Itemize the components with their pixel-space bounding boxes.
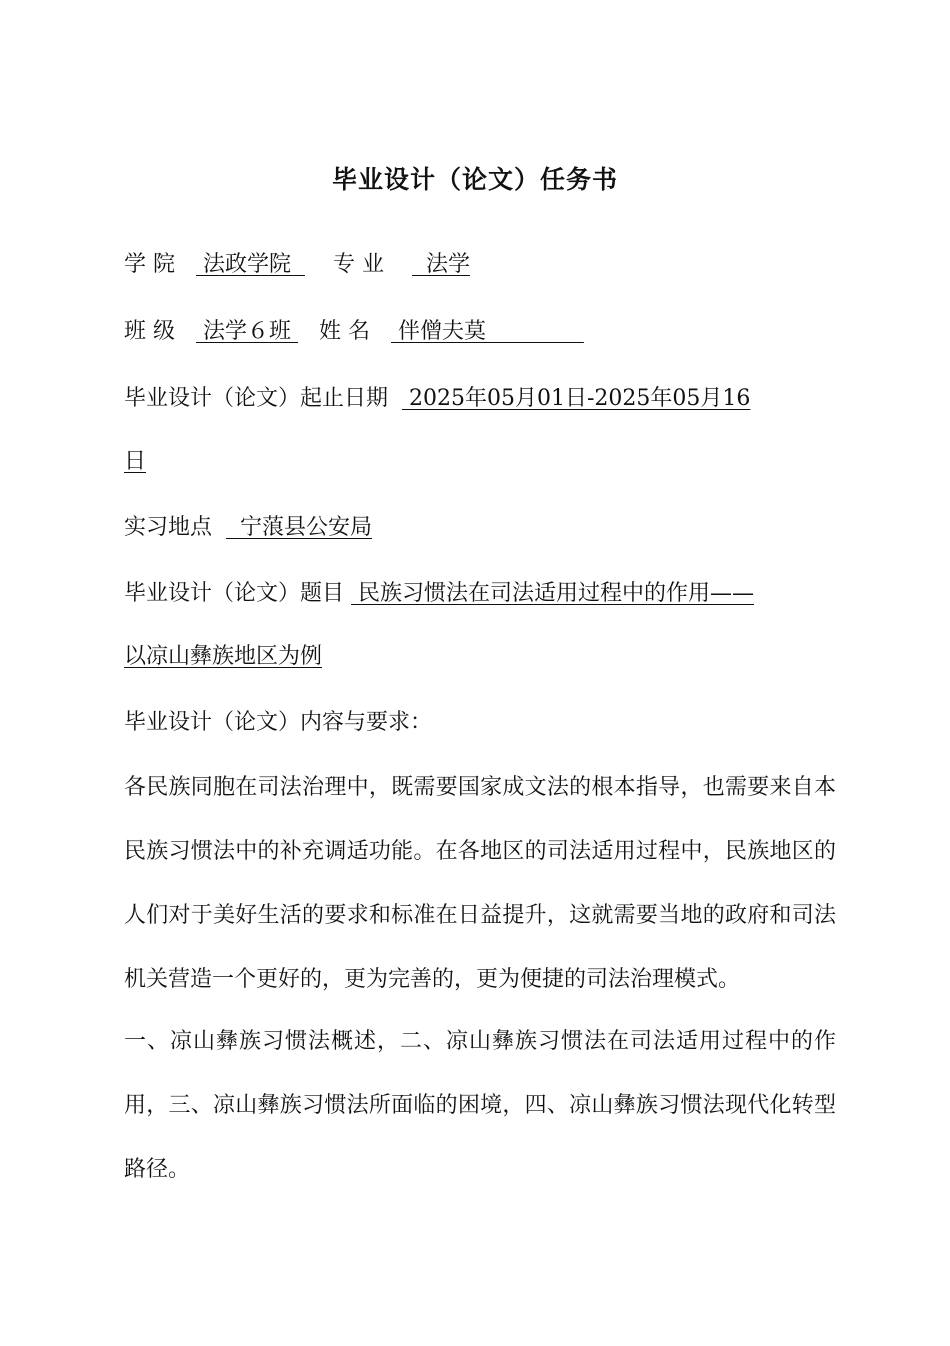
- location-row: [124, 513, 834, 543]
- location-label: 实习地点: [124, 515, 219, 540]
- document-title: 毕业设计（论文）任务书: [331, 165, 618, 194]
- class-name-row: [124, 317, 834, 347]
- major-value: 法学: [411, 252, 470, 277]
- topic-value: 民族习惯法在司法适用过程中的作用——: [351, 581, 755, 606]
- name-label: 姓 名: [319, 319, 370, 344]
- class-label: 班 级: [124, 319, 175, 344]
- dates-value-continued: 日: [124, 449, 147, 474]
- major-label: 专 业: [332, 252, 384, 277]
- topic-row: [124, 579, 834, 609]
- requirements-heading: [124, 708, 834, 738]
- requirements-paragraph-2: 一、凉山彝族习惯法概述，二、凉山彝族习惯法在司法适用过程中的作用，三、凉山彝族习惯法所面临的困境，四、凉山彝族习惯法现代化转型路径。: [124, 1029, 836, 1182]
- requirements-label: 毕业设计（论文）内容与要求：: [124, 710, 433, 735]
- college-label: 学 院: [124, 252, 175, 277]
- requirements-paragraph-1: 各民族同胞在司法治理中，既需要国家成文法的根本指导，也需要来自本民族习惯法中的补充调适功能。在各地区的司法适用过程中，民族地区的人们对于美好生活的要求和标准在日益提升，这就需要当地的政府和司法机关营造一个更好的，更为完善的，更为便捷的司法治理模式。: [124, 775, 836, 992]
- topic-row-continued: [124, 642, 834, 672]
- college-value: 法政学院: [196, 252, 305, 277]
- topic-value-continued: 以凉山彝族地区为例: [124, 644, 323, 669]
- dates-label: 毕业设计（论文）起止日期: [124, 386, 395, 411]
- dates-value: 2025年05月01日-2025年05月16: [402, 386, 751, 411]
- dates-row: [124, 384, 834, 414]
- location-value: 宁蒗县公安局: [226, 515, 372, 540]
- name-value: 伴僧夫莫: [391, 319, 584, 344]
- topic-label: 毕业设计（论文）题目: [124, 581, 345, 606]
- dates-row-continued: [124, 447, 834, 477]
- class-value: 法学６班: [196, 319, 298, 344]
- college-major-row: [124, 250, 834, 280]
